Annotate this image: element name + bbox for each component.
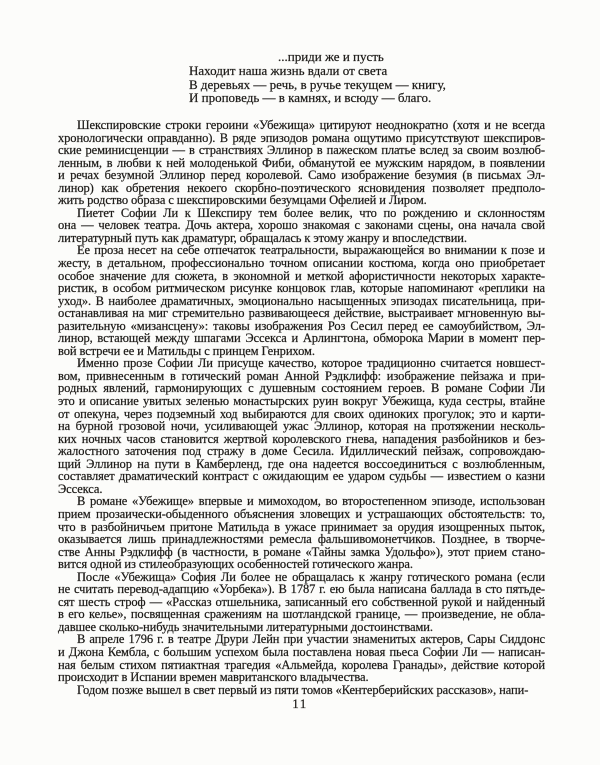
- paragraph: [58, 495, 545, 570]
- text-line: от опекуна, через подземный ход выбираются для своих одиноких прогулок; это и карти-: [58, 406, 545, 421]
- text-line: жесту, в детальном, профессионально точном описании костюма, когда оно приобретает: [58, 256, 545, 271]
- text-line: уход». В наиболее драматичных, эмоционально насыщенных эпизодах писательница, при-: [58, 293, 545, 308]
- text-line: родных явлений, гармонирующих с душевным состоянием героев. В романе Софии Ли: [58, 381, 545, 396]
- text-line: прием прозаически-обыденного объяснения зловещих и устрашающих обстоятельств: то,: [58, 506, 545, 521]
- text-line: линор, встающей между шпагами Эссекса и Арлингтона, обморока Марии в момент пер-: [58, 331, 545, 346]
- text-line: ная белым стихом пятиактная трагедия «Альмейда, королева Гранады», действие которой: [58, 657, 545, 672]
- text-line: Пиетет Софии Ли к Шекспиру тем более велик, что по рождению и склонностям: [77, 205, 545, 220]
- text-line: вом, привнесенным в готический роман Анной Рэдклифф: изображение пейзажа и при-: [58, 368, 545, 383]
- text-line: она — человек театра. Дочь актера, хорошо знакомая с законами сцены, она начала свой: [58, 218, 545, 233]
- text-line: не считать перевод-адапцию «Уорбека»). В 1787 г. ею была написана баллада в сто пятьде-: [58, 582, 545, 597]
- text-line: и речах безумной Эллинор перед королевой. Само изображение безумия (в письмах Эл-: [58, 168, 545, 183]
- text-line: давшее сколько-нибудь значительными литературными достоинствами.: [58, 619, 433, 634]
- paragraph: [58, 571, 545, 634]
- text-line: разительную «мизансцену»: таковы изображения Роз Сесил перед ее самоубийством, Эл-: [58, 318, 545, 333]
- text-line: стве Анны Рэдклифф (в частности, в романе «Тайны замка Удольфо»), этот прием стано-: [58, 544, 545, 559]
- text-line: особое значение для сюжета, в экономной и меткой афористичности некоторых характе-: [58, 268, 545, 283]
- text-line: жить родство образа с шекспировскими безумцами Офелией и Лиром.: [58, 193, 427, 208]
- paragraph: [58, 633, 545, 683]
- text-line: останавливая на миг стремительно развивающееся действие, выстраивает мгновенную вы-: [58, 306, 545, 321]
- text-line: В апреле 1796 г. в театре Друри Лейн при участии знаменитых актеров, Сары Сиддонс: [77, 632, 545, 647]
- text-line: происходит в Испании времен мавританского владычества.: [58, 670, 369, 685]
- text-line: вится одной из стилеобразующих особенностей готического жанра.: [58, 557, 413, 572]
- text-line: линор) как обретения некоего скорбно-поэтического ясновидения позволяет предполо-: [58, 180, 545, 195]
- paragraph: [58, 207, 545, 245]
- text-line: ристик, в особом ритмическом рисунке концовок глав, которые напоминают «реплики на: [58, 281, 545, 296]
- text-line: в его келье», посвященная сражениям на шотландской границе, — произведение, не обла-: [58, 607, 545, 622]
- text-line: это и описание увитых зеленью монастырских руин вокруг Убежища, куда сестры, втайне: [58, 394, 545, 409]
- text-line: ленным, в любви к ней молоденькой Фиби, обманутой ее мужским нарядом, в появлении: [58, 155, 545, 170]
- poem-line: В деревьях — речь, в ручье текущем — книгу,: [189, 76, 446, 92]
- poem-line: И проповедь — в камнях, и всюду — благо.: [189, 90, 432, 106]
- epigraph-poem: [189, 50, 446, 105]
- body-text: [58, 119, 545, 696]
- paragraph: [58, 244, 545, 357]
- text-line: ких ночных часов становится жертвой королевского гнева, нападения разбойников и без-: [58, 431, 545, 446]
- text-line: на бурной грозовой ночи, усиливающей ужас Эллинор, которая на протяжении несколь-: [58, 419, 545, 434]
- text-line: хронологически оправданно). В ряде эпизодов романа ощутимо присутствуют шекспиров-: [58, 130, 545, 145]
- paragraph: [58, 684, 545, 697]
- text-line: Шекспировские строки героини «Убежища» цитируют неоднократно (хотя и не всегда: [77, 118, 545, 132]
- paragraph: [58, 357, 545, 495]
- paragraph: [58, 119, 545, 207]
- text-line: Именно прозе Софии Ли присуще качество, которое традиционно считается новшест-: [77, 356, 545, 371]
- text-line: щий Эллинор на пути в Камберленд, где она надеется воссоединиться с возлюбленным,: [58, 456, 545, 471]
- text-line: Ее проза несет на себе отпечаток театральности, выражающейся во внимании к позе и: [77, 243, 545, 258]
- text-line: В романе «Убежище» впервые и мимоходом, во второстепенном эпизоде, использован: [77, 494, 545, 509]
- text-line: Эссекса.: [58, 481, 103, 496]
- text-line: жалостного заточения под стражу в доме Сесила. Идиллический пейзаж, сопровождаю-: [58, 444, 545, 459]
- text-line: литературный путь как драматург, обращалась к этому жанру и впоследствии.: [58, 230, 467, 245]
- text-line: что в разбойничьем притоне Матильда в ужасе принимает за орудия изощренных пыток,: [58, 519, 545, 534]
- text-line: Годом позже вышел в свет первый из пяти томов «Кентерберийских рассказов», напи-: [77, 682, 529, 697]
- text-line: ские реминисценции — в странствиях Эллинор в пажеском платье вслед за своим возлюб-: [58, 143, 545, 158]
- text-line: После «Убежища» София Ли более не обращалась к жанру готического романа (если: [77, 569, 545, 584]
- poem-line: Находит наша жизнь вдали от света: [189, 62, 388, 78]
- text-line: сят шесть строф — «Рассказ отшельника, записанный его собственной рукой и найденный: [58, 594, 545, 609]
- text-line: оказывается лишь принадлежностями ремесла фальшивомонетчиков. Позднее, в творче-: [58, 532, 545, 547]
- text-line: вой встречи ее и Матильды с принцем Генрихом.: [58, 343, 315, 358]
- poem-line: ...приди же и пусть: [278, 49, 384, 64]
- text-line: составляет драматический контраст с ожидающим ее ударом судьбы — известием о казни: [58, 469, 545, 484]
- text-line: и Джона Кембла, с большим успехом была поставлена новая пьеса Софии Ли — написан-: [58, 644, 545, 659]
- page-number: 11: [292, 696, 308, 711]
